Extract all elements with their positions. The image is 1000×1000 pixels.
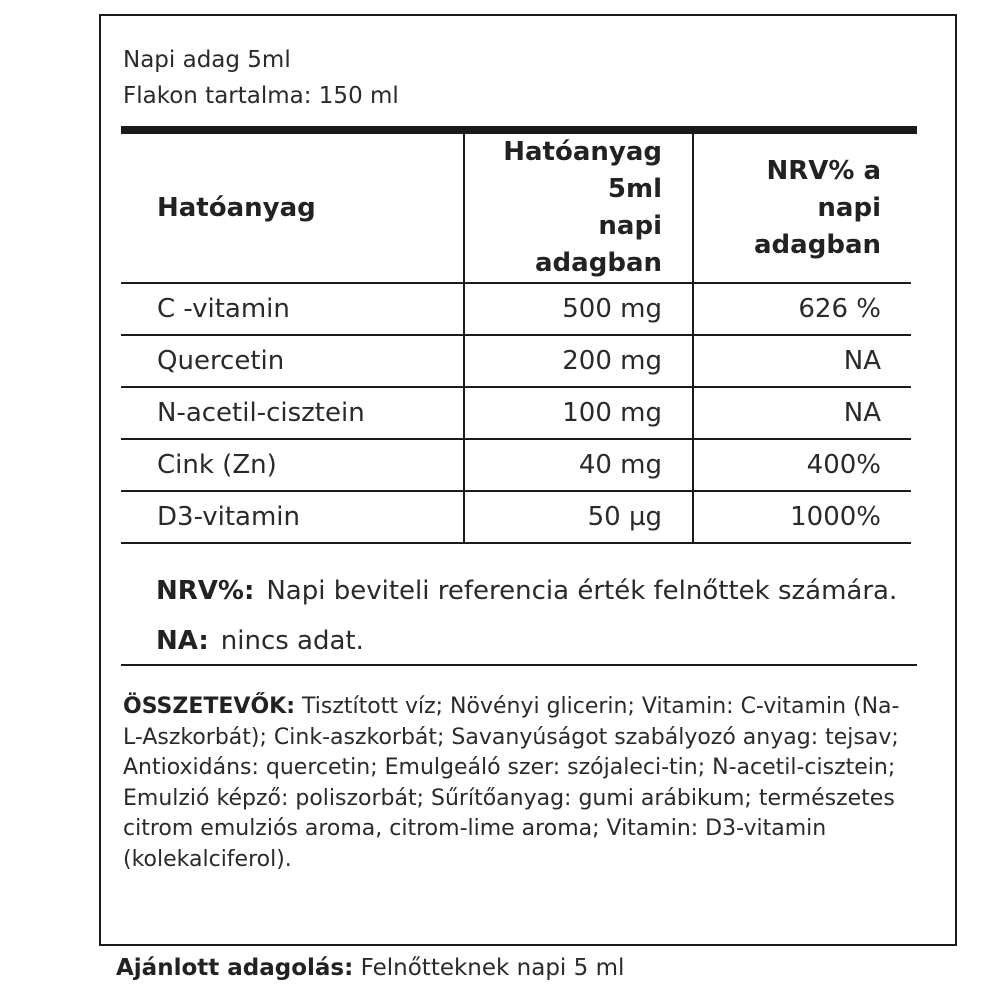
header-amount-line1: Hatóanyag — [503, 137, 662, 167]
ingredients-label: ÖSSZETEVŐK: — [123, 694, 295, 719]
ingredient-nrv: 626 % — [693, 283, 911, 335]
ingredient-nrv: NA — [693, 387, 911, 439]
ingredients-paragraph — [123, 692, 913, 875]
legend — [156, 566, 897, 666]
thick-divider — [121, 126, 917, 134]
ingredient-nrv: 400% — [693, 439, 911, 491]
serving-info — [123, 42, 399, 114]
table-row — [121, 283, 911, 335]
header-nrv — [693, 134, 911, 283]
dosage-text: Felnőtteknek napi 5 ml — [353, 955, 625, 981]
table-header-row — [121, 134, 911, 283]
label-panel — [99, 14, 957, 946]
ingredient-name: D3-vitamin — [157, 502, 301, 532]
nutrition-table — [121, 134, 911, 544]
ingredient-amount: 200 mg — [464, 335, 693, 387]
legend-nrv-text: Napi beviteli referencia érték felnőttek számára. — [266, 576, 898, 606]
table-row — [121, 335, 911, 387]
legend-na-term: NA: — [156, 626, 209, 656]
table-row — [121, 491, 911, 543]
ingredients-text: Tisztított víz; Növényi glicerin; Vitamin: C-vitamin (Na-L-Aszkorbát); Cink-aszkorbát; Savanyúságot szabályozó anyag: tejsav; Antioxidáns: quercetin; Emulgeáló szer: szójaleci-tin; N-acetil-cisztein; Emulzió képző: poliszorbát; Sűrítőanyag: gumi arábikum; természetes citrom emulziós aroma, citrom-lime aroma; Vitamin: D3-vitamin (kolekalciferol). — [123, 694, 900, 872]
legend-nrv — [156, 566, 897, 616]
table-row — [121, 439, 911, 491]
ingredient-amount: 50 µg — [464, 491, 693, 543]
ingredient-amount: 40 mg — [464, 439, 693, 491]
header-amount-line3: napi adagban — [535, 211, 662, 278]
ingredient-name: C -vitamin — [157, 294, 290, 324]
legend-na — [156, 616, 897, 666]
header-nrv-line2: adagban — [754, 229, 881, 260]
daily-dose: Napi adag 5ml — [123, 47, 291, 73]
ingredient-name: N-acetil-cisztein — [157, 398, 365, 428]
header-ingredient: Hatóanyag — [157, 192, 316, 223]
thin-divider — [121, 664, 917, 666]
header-nrv-line1: NRV% a napi — [766, 155, 881, 223]
header-amount — [464, 134, 693, 283]
ingredient-name: Quercetin — [157, 346, 285, 376]
ingredient-amount: 100 mg — [464, 387, 693, 439]
ingredient-nrv: 1000% — [693, 491, 911, 543]
ingredient-name: Cink (Zn) — [157, 450, 277, 480]
ingredient-amount: 500 mg — [464, 283, 693, 335]
legend-na-text: nincs adat. — [220, 626, 364, 656]
recommended-dosage — [116, 955, 624, 981]
bottle-content: Flakon tartalma: 150 ml — [123, 83, 399, 109]
header-amount-line2: 5ml — [607, 174, 662, 204]
ingredient-nrv: NA — [693, 335, 911, 387]
legend-nrv-term: NRV%: — [156, 576, 255, 606]
table-row — [121, 387, 911, 439]
dosage-label: Ajánlott adagolás: — [116, 955, 354, 981]
